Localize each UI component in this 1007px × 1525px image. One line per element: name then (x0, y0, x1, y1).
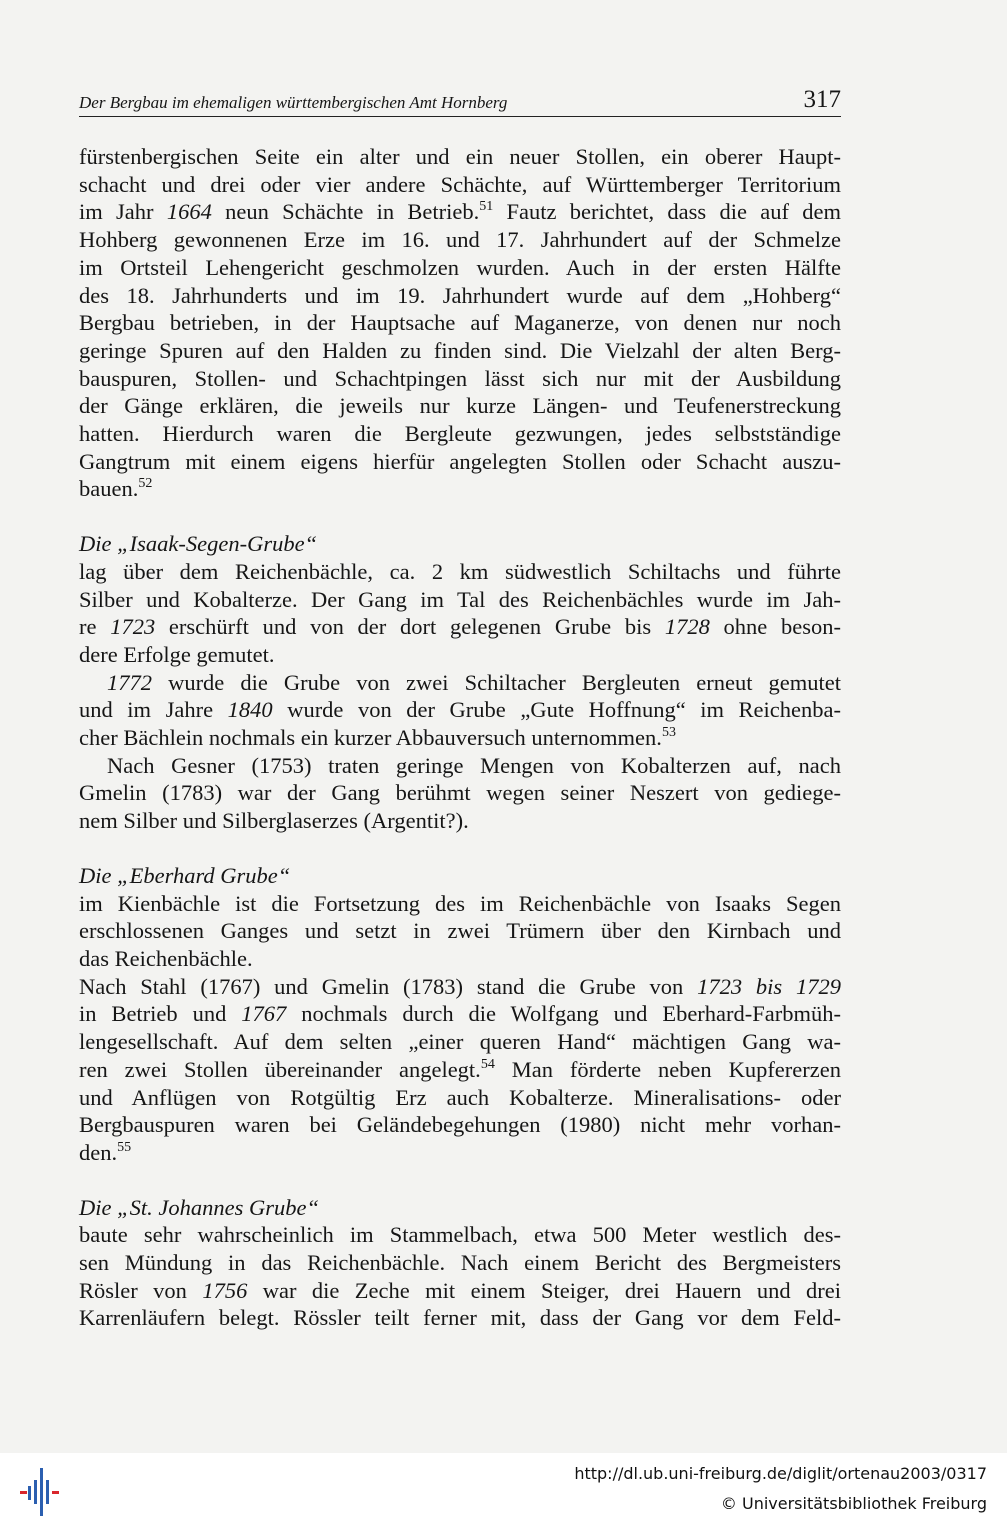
text-line: hatten. Hierdurch waren die Bergleute gezwungen, jedes selbstständige (79, 421, 841, 447)
copyright-notice: © Universitätsbibliothek Freiburg (720, 1494, 987, 1513)
section-heading: Die „St. Johannes Grube“ (79, 1194, 319, 1220)
paragraph (79, 890, 841, 973)
text-line: geringe Spuren auf den Halden zu finden sind. Die Vielzahl der alten Berg- (79, 337, 841, 363)
footnote-ref: 52 (138, 476, 153, 492)
text-line: ren zwei Stollen übereinander angelegt.$^{54}$ Man förderte neben Kupfererzen (79, 1056, 841, 1082)
footnote-ref: 53 (661, 725, 676, 741)
text-line: im Kienbächle ist die Fortsetzung des im Reichenbächle von Isaaks Segen (79, 890, 841, 916)
running-title: Der Bergbau im ehemaligen württembergischen Amt Hornberg (79, 93, 508, 112)
text-line: fürstenbergischen Seite ein alter und ein neuer Stollen, ein oberer Haupt- (79, 144, 841, 169)
main-text (79, 143, 841, 1332)
text-line: der Gänge erklären, die jeweils nur kurze Längen- und Teufenerstreckung (79, 393, 841, 419)
section-heading: Die „Eberhard Grube“ (79, 862, 291, 888)
text-line: lengesellschaft. Auf dem selten „einer queren Hand“ mächtigen Gang wa- (79, 1029, 841, 1055)
text-line: sen Mündung in das Reichenbächle. Nach einem Bericht des Bergmeisters (79, 1250, 841, 1276)
text-line: Rösler von 1756 war die Zeche mit einem Steiger, drei Hauern und drei (79, 1277, 841, 1303)
text-line: das Reichenbächle. (79, 945, 253, 971)
viewer-footer (0, 1453, 1007, 1525)
paragraph (79, 558, 841, 669)
text-line: Silber und Kobalterze. Der Gang im Tal des Reichenbächles wurde im Jah- (79, 586, 841, 612)
paragraph (79, 973, 841, 1167)
text-line: des 18. Jahrhunderts und im 19. Jahrhundert wurde auf dem „Hohberg“ (79, 282, 841, 308)
text-line: re 1723 erschürft und von der dort gelegenen Grube bis 1728 ohne beson- (79, 614, 841, 640)
text-line: bauspuren, Stollen- und Schachtpingen lässt sich nur mit der Ausbildung (79, 365, 841, 391)
text-line: und Anflügen von Rotgültig Erz auch Kobalterze. Mineralisations- oder (79, 1084, 841, 1110)
text-line: den.$^{55}$ (79, 1139, 132, 1165)
text-line: Bergbau betrieben, in der Hauptsache auf Maganerze, von denen nur noch (79, 310, 841, 336)
text-line: in Betrieb und 1767 nochmals durch die Wolfgang und Eberhard-Farbmüh- (79, 1001, 842, 1027)
text-line: und im Jahre 1840 wurde von der Grube „Gute Hoffnung“ im Reichenba- (79, 697, 841, 723)
text-line: baute sehr wahrscheinlich im Stammelbach, etwa 500 Meter westlich des- (79, 1222, 841, 1248)
text-line: dere Erfolge gemutet. (79, 641, 275, 667)
text-line: Hohberg gewonnenen Erze im 16. und 17. Jahrhundert auf der Schmelze (79, 227, 841, 253)
text-line: erschlossenen Ganges und setzt in zwei Trümern über den Kirnbach und (79, 918, 841, 944)
text-line: Nach Gesner (1753) traten geringe Mengen von Kobalterzen auf, nach (107, 752, 841, 778)
text-line: im Ortsteil Lehengericht geschmolzen wurden. Auch in der ersten Hälfte (79, 254, 841, 280)
paragraph (79, 752, 841, 835)
paragraph (79, 143, 841, 503)
text-line: im Jahr 1664 neun Schächte in Betrieb.$^{51}$ Fautz berichtet, dass die auf dem (79, 199, 841, 225)
text-line: schacht und drei oder vier andere Schächte, auf Württemberger Territorium (79, 171, 841, 197)
text-line: bauen.$^{52}$ (79, 476, 153, 502)
text-line: 1772 wurde die Grube von zwei Schiltacher Bergleuten erneut gemutet (107, 669, 841, 695)
footnote-ref: 54 (480, 1056, 495, 1072)
ub-freiburg-logo-icon (14, 1464, 64, 1516)
text-line: cher Bächlein nochmals ein kurzer Abbauversuch unternommen.$^{53}$ (79, 725, 676, 751)
paragraph (79, 669, 841, 752)
text-line: Karrenläufern belegt. Rössler teilt ferner mit, dass der Gang vor dem Feld- (79, 1305, 841, 1331)
text-line: Nach Stahl (1767) und Gmelin (1783) stand die Grube von 1723 bis 1729 (79, 973, 841, 999)
page-number: 317 (803, 86, 841, 113)
running-header (79, 86, 841, 117)
text-line: Bergbauspuren waren bei Geländebegehungen (1980) nicht mehr vorhan- (79, 1112, 841, 1138)
text-line: Gangtrum mit einem eigens hierfür angelegten Stollen oder Schacht auszu- (79, 448, 841, 474)
text-line: Gmelin (1783) war der Gang berühmt wegen seiner Neszert von gediege- (79, 780, 841, 806)
paragraph (79, 1221, 841, 1332)
text-line: nem Silber und Silberglaserzes (Argentit?). (79, 808, 469, 834)
section-heading: Die „Isaak-Segen-Grube“ (79, 531, 318, 557)
text-line: lag über dem Reichenbächle, ca. 2 km südwestlich Schiltachs und führte (79, 558, 841, 584)
footnote-ref: 55 (117, 1139, 132, 1155)
footnote-ref: 51 (479, 199, 494, 215)
permalink-url[interactable]: http://dl.ub.uni-freiburg.de/diglit/ortenau2003/0317 (574, 1464, 987, 1483)
